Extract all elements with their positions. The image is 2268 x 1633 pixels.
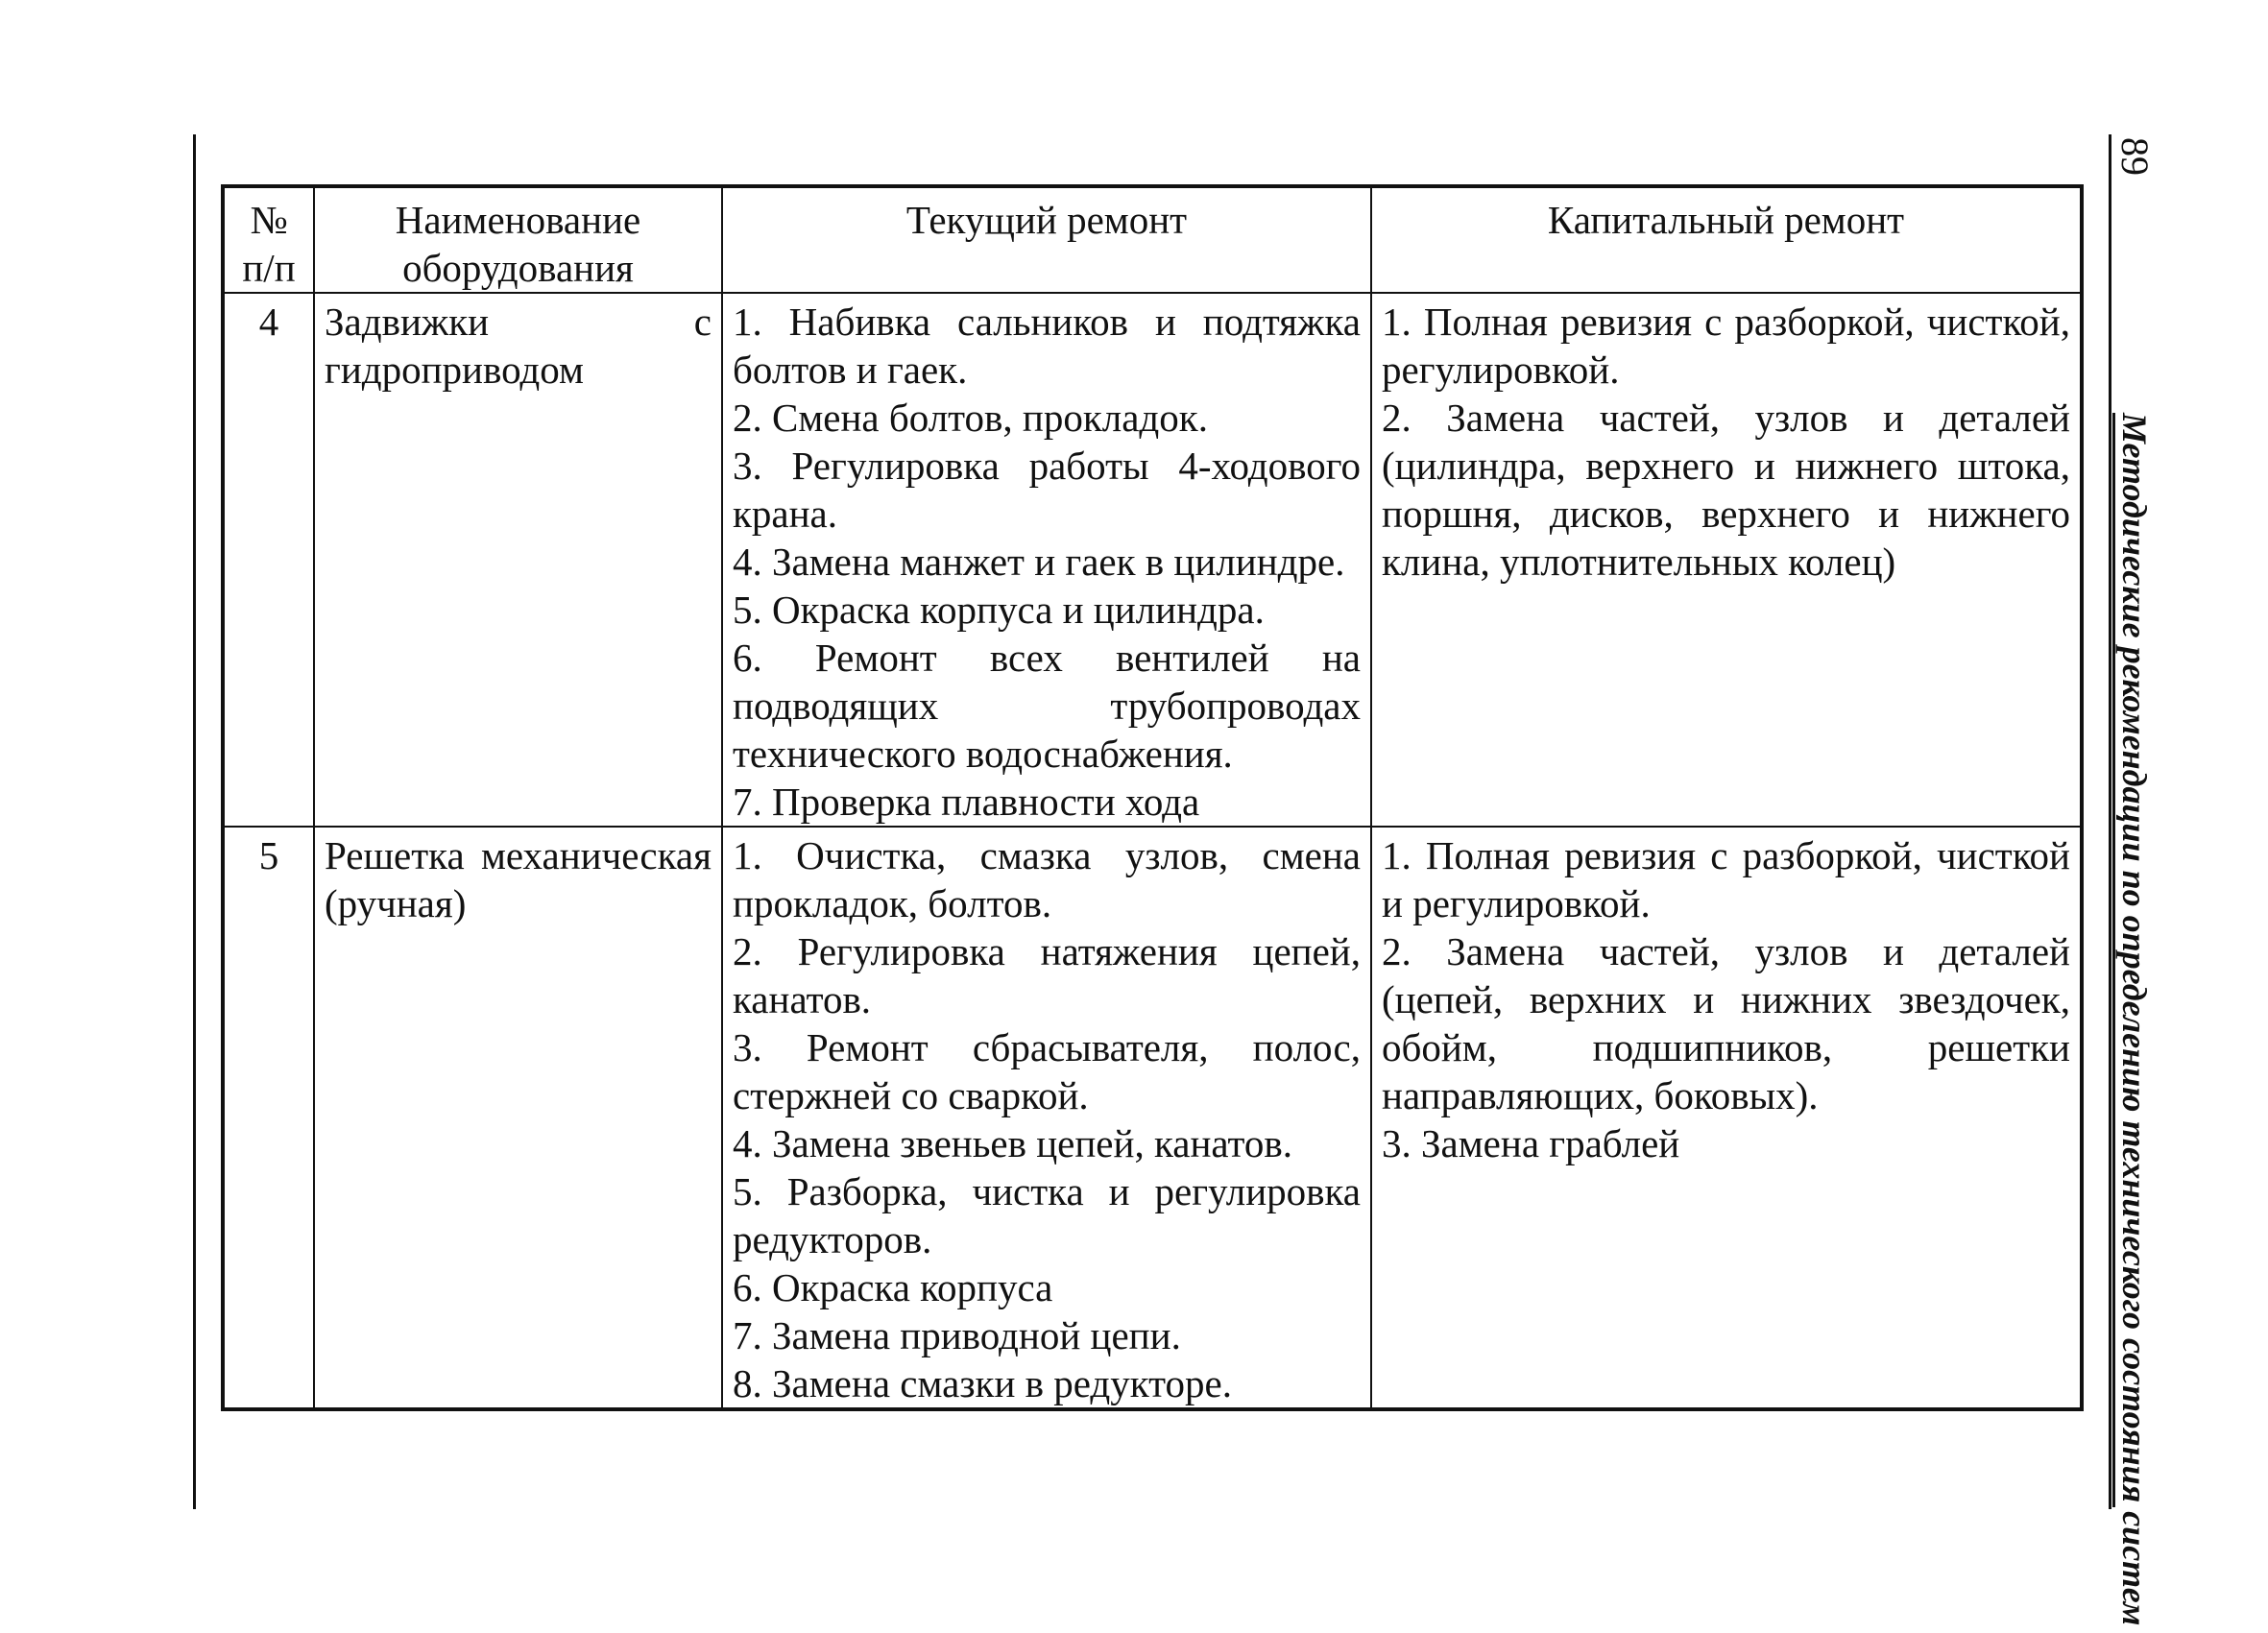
list-item: 5. Разборка, чистка и регулировка редукторов. xyxy=(733,1169,1361,1261)
list-item: 4. Замена манжет и гаек в цилиндре. xyxy=(733,540,1345,584)
list-item: 1. Полная ревизия с разборкой, чисткой и регулировкой. xyxy=(1382,833,2070,925)
header-current-repair: Текущий ремонт xyxy=(722,186,1371,293)
side-margin xyxy=(2113,134,2157,1626)
current-repair-cell xyxy=(722,293,1371,827)
list-item: 2. Замена частей, узлов и деталей (цепей, верхних и нижних звездочек, обойм, подшипников, решетки направляющих, боковых). xyxy=(1382,929,2070,1117)
repair-table xyxy=(221,184,2084,1411)
list-item: 2. Смена болтов, прокладок. xyxy=(733,396,1208,440)
list-item: 6. Окраска корпуса xyxy=(733,1265,1053,1309)
running-title: Методические рекомендации по определению технического состояния систем xyxy=(2112,413,2151,1507)
list-item: 2. Замена частей, узлов и деталей (цилиндра, верхнего и нижнего штока, поршня, дисков, верхнего и нижнего клина, уплотнительных колец) xyxy=(1382,396,2070,584)
list-item: 1. Очистка, смазка узлов, смена прокладок, болтов. xyxy=(733,833,1361,925)
table-header-row xyxy=(223,186,2082,293)
left-margin-rule xyxy=(193,134,196,1509)
header-capital-repair: Капитальный ремонт xyxy=(1371,186,2082,293)
header-name: Наименование оборудования xyxy=(314,186,722,293)
equipment-name: Задвижки с гидроприводом xyxy=(314,293,722,827)
list-item: 7. Проверка плавности хода xyxy=(733,780,1200,824)
list-item: 1. Полная ревизия с разборкой, чисткой, регулировкой. xyxy=(1382,300,2070,392)
table-row xyxy=(223,827,2082,1409)
current-repair-cell xyxy=(722,827,1371,1409)
list-item: 1. Набивка сальников и подтяжка болтов и гаек. xyxy=(733,300,1361,392)
right-margin-rule xyxy=(2109,134,2111,1509)
list-item: 5. Окраска корпуса и цилиндра. xyxy=(733,588,1265,632)
capital-repair-cell xyxy=(1371,293,2082,827)
list-item: 3. Замена граблей xyxy=(1382,1121,1680,1165)
list-item: 6. Ремонт всех вентилей на подводящих трубопроводах технического водоснабжения. xyxy=(733,636,1361,776)
table-row xyxy=(223,293,2082,827)
running-title-container xyxy=(2115,413,2154,1626)
list-item: 4. Замена звеньев цепей, канатов. xyxy=(733,1121,1293,1165)
capital-repair-cell xyxy=(1371,827,2082,1409)
row-number: 5 xyxy=(223,827,314,1409)
list-item: 2. Регулировка натяжения цепей, канатов. xyxy=(733,929,1361,1021)
list-item: 3. Ремонт сбрасывателя, полос, стержней со сваркой. xyxy=(733,1025,1361,1117)
list-item: 8. Замена смазки в редукторе. xyxy=(733,1361,1232,1405)
page-number: 89 xyxy=(2113,137,2157,176)
row-number: 4 xyxy=(223,293,314,827)
header-num: № п/п xyxy=(223,186,314,293)
list-item: 3. Регулировка работы 4-ходового крана. xyxy=(733,444,1361,536)
list-item: 7. Замена приводной цепи. xyxy=(733,1313,1181,1357)
equipment-name: Решетка механическая (ручная) xyxy=(314,827,722,1409)
